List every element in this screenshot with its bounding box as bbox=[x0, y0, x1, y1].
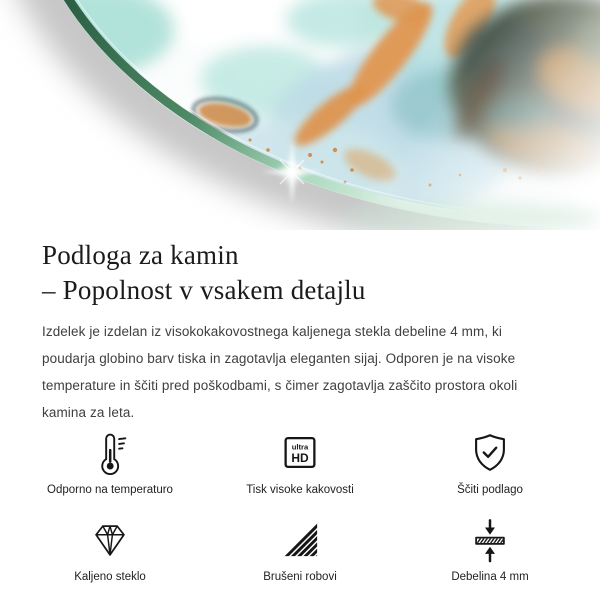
glass-panel-art bbox=[0, 0, 600, 230]
feature-label: Odporno na temperaturo bbox=[47, 484, 173, 496]
feature-label: Brušeni robovi bbox=[263, 571, 337, 583]
feature-label: Tisk visoke kakovosti bbox=[246, 484, 354, 496]
polished-edge-icon bbox=[276, 517, 324, 563]
feature-temperature bbox=[15, 430, 205, 497]
page-title-line1: Podloga za kamin bbox=[42, 240, 239, 270]
feature-polished-edges bbox=[205, 517, 395, 584]
thermometer-icon bbox=[86, 430, 134, 476]
diamond-icon bbox=[86, 517, 134, 563]
shield-check-icon bbox=[466, 430, 514, 476]
feature-print-quality bbox=[205, 430, 395, 497]
feature-grid bbox=[15, 430, 585, 584]
page-title-line2: – Popolnost v vsakem detajlu bbox=[42, 275, 366, 305]
ultra-hd-badge-top: ultra bbox=[291, 442, 309, 452]
thickness-icon bbox=[466, 517, 514, 563]
ultra-hd-icon bbox=[276, 430, 324, 476]
feature-label: Ščiti podlago bbox=[457, 484, 523, 496]
page-title bbox=[42, 238, 558, 308]
feature-tempered-glass bbox=[15, 517, 205, 584]
feature-label: Kaljeno steklo bbox=[74, 571, 146, 583]
feature-label: Debelina 4 mm bbox=[451, 571, 529, 583]
ultra-hd-badge-bottom: HD bbox=[291, 451, 309, 466]
feature-thickness bbox=[395, 517, 585, 584]
product-description: Izdelek je izdelan iz visokokakovostnega kaljenega stekla debeline 4 mm, ki poudarja globino barv tiska in zagotavlja eleganten sijaj. Odporen je na visoke temperature in ščiti pred poškodbami, s čimer zagotavlja zaščito prostora okoli kamina za leta. bbox=[42, 324, 518, 420]
feature-protects-surface bbox=[395, 430, 585, 497]
product-hero-image bbox=[0, 0, 600, 230]
